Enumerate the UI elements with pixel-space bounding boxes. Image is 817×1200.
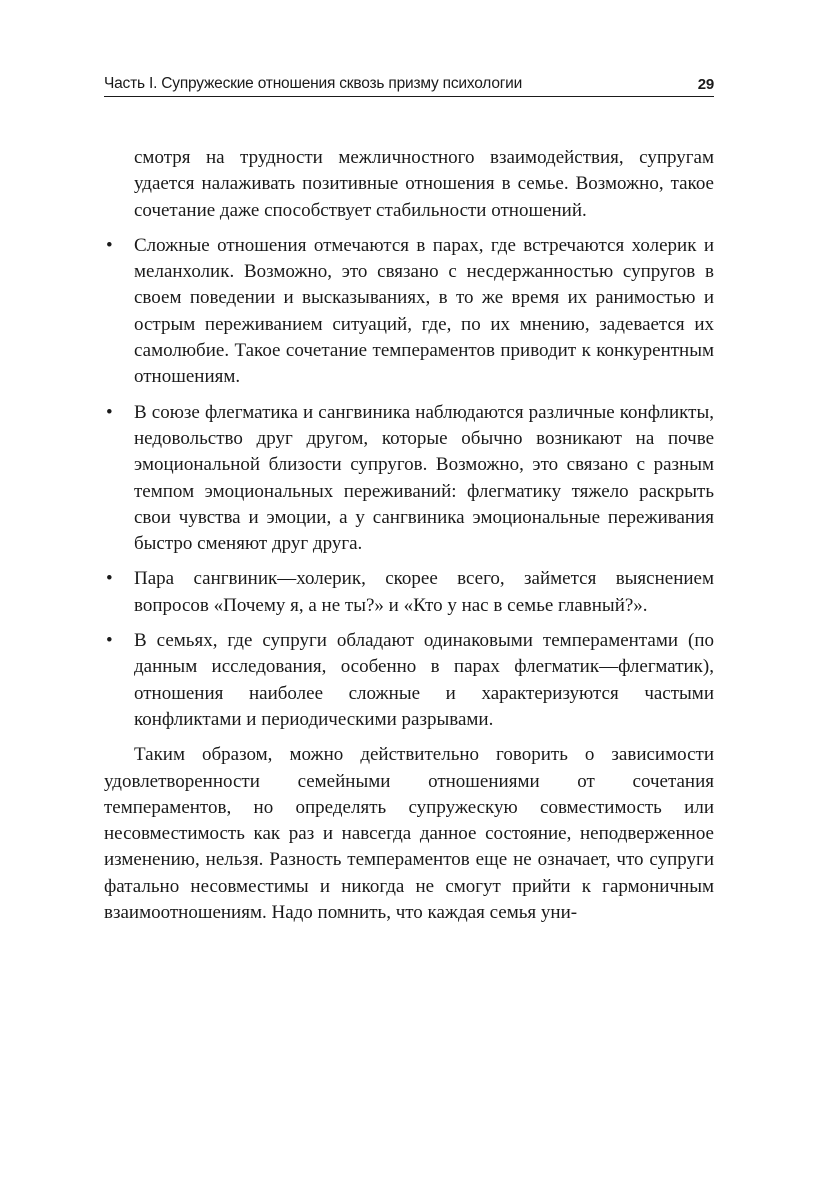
list-item-text: Пара сангвиник—холерик, скорее всего, займется выяснением вопросов «Почему я, а не ты?» и «Кто у нас в семье главный?».	[134, 568, 714, 616]
page-number: 29	[697, 76, 714, 93]
list-item	[104, 400, 714, 558]
list-item	[104, 566, 714, 619]
list-item	[104, 233, 714, 391]
list-item-text: Сложные отношения отмечаются в парах, где встречаются холерик и меланхолик. Возможно, это связано с несдержанностью супругов в своем поведении и высказываниях, в то же время их ранимостью и острым переживанием ситуаций, где, по их мнению, задевается их самолюбие. Такое сочетание темпераментов приводит к конкурентным отношениям.	[134, 234, 714, 388]
running-header-title: Часть I. Супружеские отношения сквозь призму психологии	[104, 75, 523, 92]
bullet-icon: •	[106, 234, 113, 256]
running-header	[104, 75, 714, 97]
list-item-text: В семьях, где супруги обладают одинаковыми темпераментами (по данным исследования, особенно в парах флегматик—флегматик), отношения наиболее сложные и характеризуются частыми конфликтами и периодическими разрывами.	[134, 630, 714, 730]
bullet-list	[104, 233, 714, 733]
list-item-text: В союзе флегматика и сангвиника наблюдаются различные конфликты, недовольство друг другом, которые обычно возникают на почве эмоциональной близости супругов. Возможно, это связано с разным темпом эмоциональных переживаний: флегматику тяжело раскрыть свои чувства и эмоции, а у сангвиника эмоциональные переживания быстро сменяют друг друга.	[134, 401, 714, 555]
bullet-icon: •	[106, 630, 113, 652]
page-body	[104, 145, 714, 926]
bullet-icon: •	[106, 568, 113, 590]
continued-bullet-text: смотря на трудности межличностного взаимодействия, супругам удается налаживать позитивные отношения в семье. Возможно, такое сочетание даже способствует стабильности отношений.	[134, 147, 714, 221]
body-paragraph: Таким образом, можно действительно говорить о зависимости удовлетворенности семейными отношениями от сочетания темпераментов, но определять супружескую совместимость или несовместимость как раз и навсегда данное состояние, неподверженное изменению, нельзя. Разность темпераментов еще не означает, что супруги фатально несовместимы и никогда не смогут прийти к гармоничным взаимоотношениям. Надо помнить, что каждая семья уни-	[104, 744, 714, 924]
list-item	[104, 628, 714, 733]
bullet-icon: •	[106, 401, 113, 423]
